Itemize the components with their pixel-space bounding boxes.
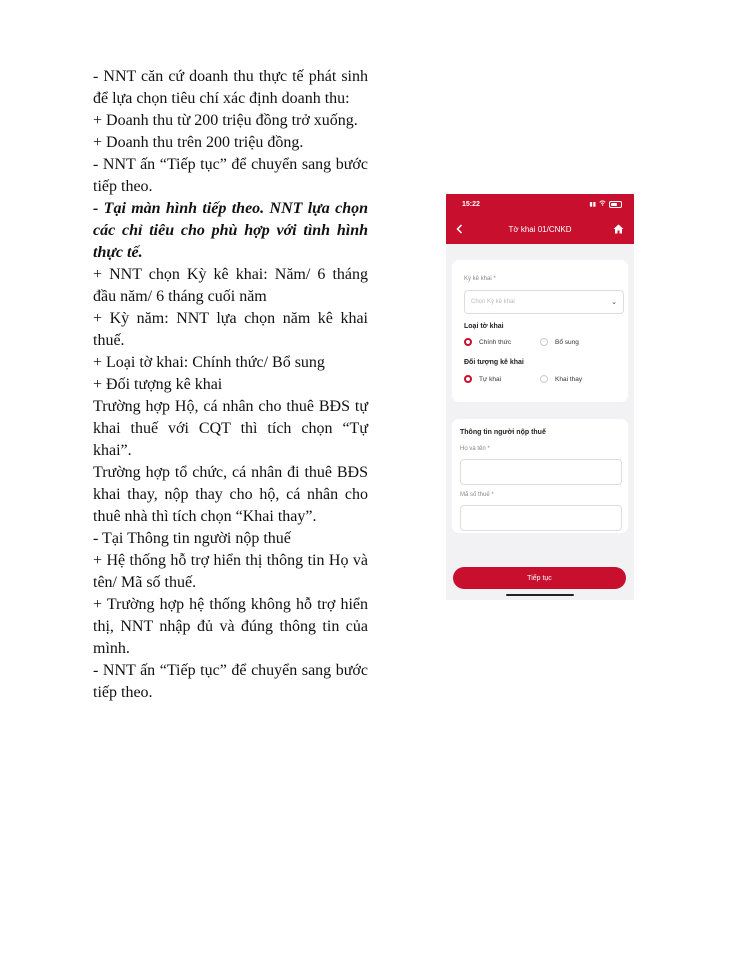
paragraph: + Đối tượng kê khai bbox=[93, 376, 223, 393]
declarant-title: Đối tượng kê khai bbox=[464, 359, 524, 366]
instruction-text bbox=[93, 66, 368, 704]
name-label: Họ và tên * bbox=[460, 446, 490, 452]
radio-unselected-icon bbox=[540, 338, 548, 346]
home-indicator bbox=[506, 594, 574, 596]
back-icon[interactable] bbox=[456, 222, 470, 237]
period-placeholder: Chọn Kỳ kê khai bbox=[471, 299, 515, 305]
continue-button[interactable]: Tiếp tục bbox=[453, 567, 626, 589]
status-bar bbox=[446, 194, 634, 214]
phone-screenshot bbox=[446, 194, 634, 600]
radio-unselected-icon bbox=[540, 375, 548, 383]
radio-label: Khai thay bbox=[555, 375, 583, 383]
paragraph: + Loại tờ khai: Chính thức/ Bổ sung bbox=[93, 354, 325, 371]
taxpayer-section-title: Thông tin người nộp thuế bbox=[460, 429, 546, 436]
tax-code-field[interactable] bbox=[460, 505, 622, 531]
paragraph: - NNT căn cứ doanh thu thực tế phát sinh để lựa chọn tiêu chí xác định doanh thu: bbox=[93, 68, 368, 107]
radio-selected-icon bbox=[464, 338, 472, 346]
form-type-title: Loại tờ khai bbox=[464, 323, 504, 330]
app-header bbox=[446, 214, 634, 244]
radio-label: Tự khai bbox=[479, 375, 502, 383]
emphasized-paragraph: - Tại màn hình tiếp theo. NNT lựa chọn các chỉ tiêu cho phù hợp với tình hình thực tế. bbox=[93, 200, 368, 261]
period-select[interactable] bbox=[464, 290, 624, 314]
period-label: Kỳ kê khai * bbox=[464, 276, 496, 282]
radio-label: Bổ sung bbox=[555, 338, 579, 346]
tax-code-label: Mã số thuế * bbox=[460, 492, 494, 498]
radio-option-on-behalf[interactable] bbox=[540, 375, 582, 383]
radio-option-self[interactable] bbox=[464, 375, 540, 383]
radio-selected-icon bbox=[464, 375, 472, 383]
paragraph: - NNT ấn “Tiếp tục” để chuyển sang bước tiếp theo. bbox=[93, 156, 368, 195]
radio-label: Chính thức bbox=[479, 338, 512, 346]
home-icon[interactable] bbox=[610, 224, 624, 234]
status-time: 15:22 bbox=[462, 200, 480, 208]
radio-option-supplement[interactable] bbox=[540, 338, 579, 346]
radio-option-official[interactable] bbox=[464, 338, 540, 346]
paragraph: - Tại Thông tin người nộp thuế bbox=[93, 530, 291, 547]
paragraph: + Hệ thống hỗ trợ hiển thị thông tin Họ và tên/ Mã số thuế. bbox=[93, 552, 368, 591]
paragraph: + Trường hợp hệ thống không hỗ trợ hiển thị, NNT nhập đủ và đúng thông tin của mình. bbox=[93, 596, 368, 657]
paragraph: + NNT chọn Kỳ kê khai: Năm/ 6 tháng đầu năm/ 6 tháng cuối năm bbox=[93, 266, 368, 305]
paragraph: - NNT ấn “Tiếp tục” để chuyển sang bước tiếp theo. bbox=[93, 662, 368, 701]
declarant-options bbox=[464, 375, 582, 383]
taxpayer-info-card bbox=[452, 419, 628, 533]
wifi-icon bbox=[599, 200, 606, 208]
screen-title: Tờ khai 01/CNKD bbox=[508, 224, 572, 234]
signal-icon: ▮▮ bbox=[589, 201, 596, 208]
status-icons bbox=[589, 200, 622, 208]
paragraph: + Doanh thu từ 200 triệu đồng trở xuống. bbox=[93, 112, 358, 129]
paragraph: + Kỳ năm: NNT lựa chọn năm kê khai thuế. bbox=[93, 310, 368, 349]
declaration-options-card bbox=[452, 260, 628, 402]
paragraph: + Doanh thu trên 200 triệu đồng. bbox=[93, 134, 304, 151]
form-type-options bbox=[464, 338, 579, 346]
name-field[interactable] bbox=[460, 459, 622, 485]
battery-icon bbox=[609, 201, 622, 208]
chevron-down-icon: ⌄ bbox=[611, 299, 617, 306]
paragraph: Trường hợp Hộ, cá nhân cho thuê BĐS tự khai thuế với CQT thì tích chọn “Tự khai”. bbox=[93, 398, 368, 459]
paragraph: Trường hợp tổ chức, cá nhân đi thuê BĐS khai thay, nộp thay cho hộ, cá nhân cho thuê nhà thì tích chọn “Khai thay”. bbox=[93, 464, 368, 525]
